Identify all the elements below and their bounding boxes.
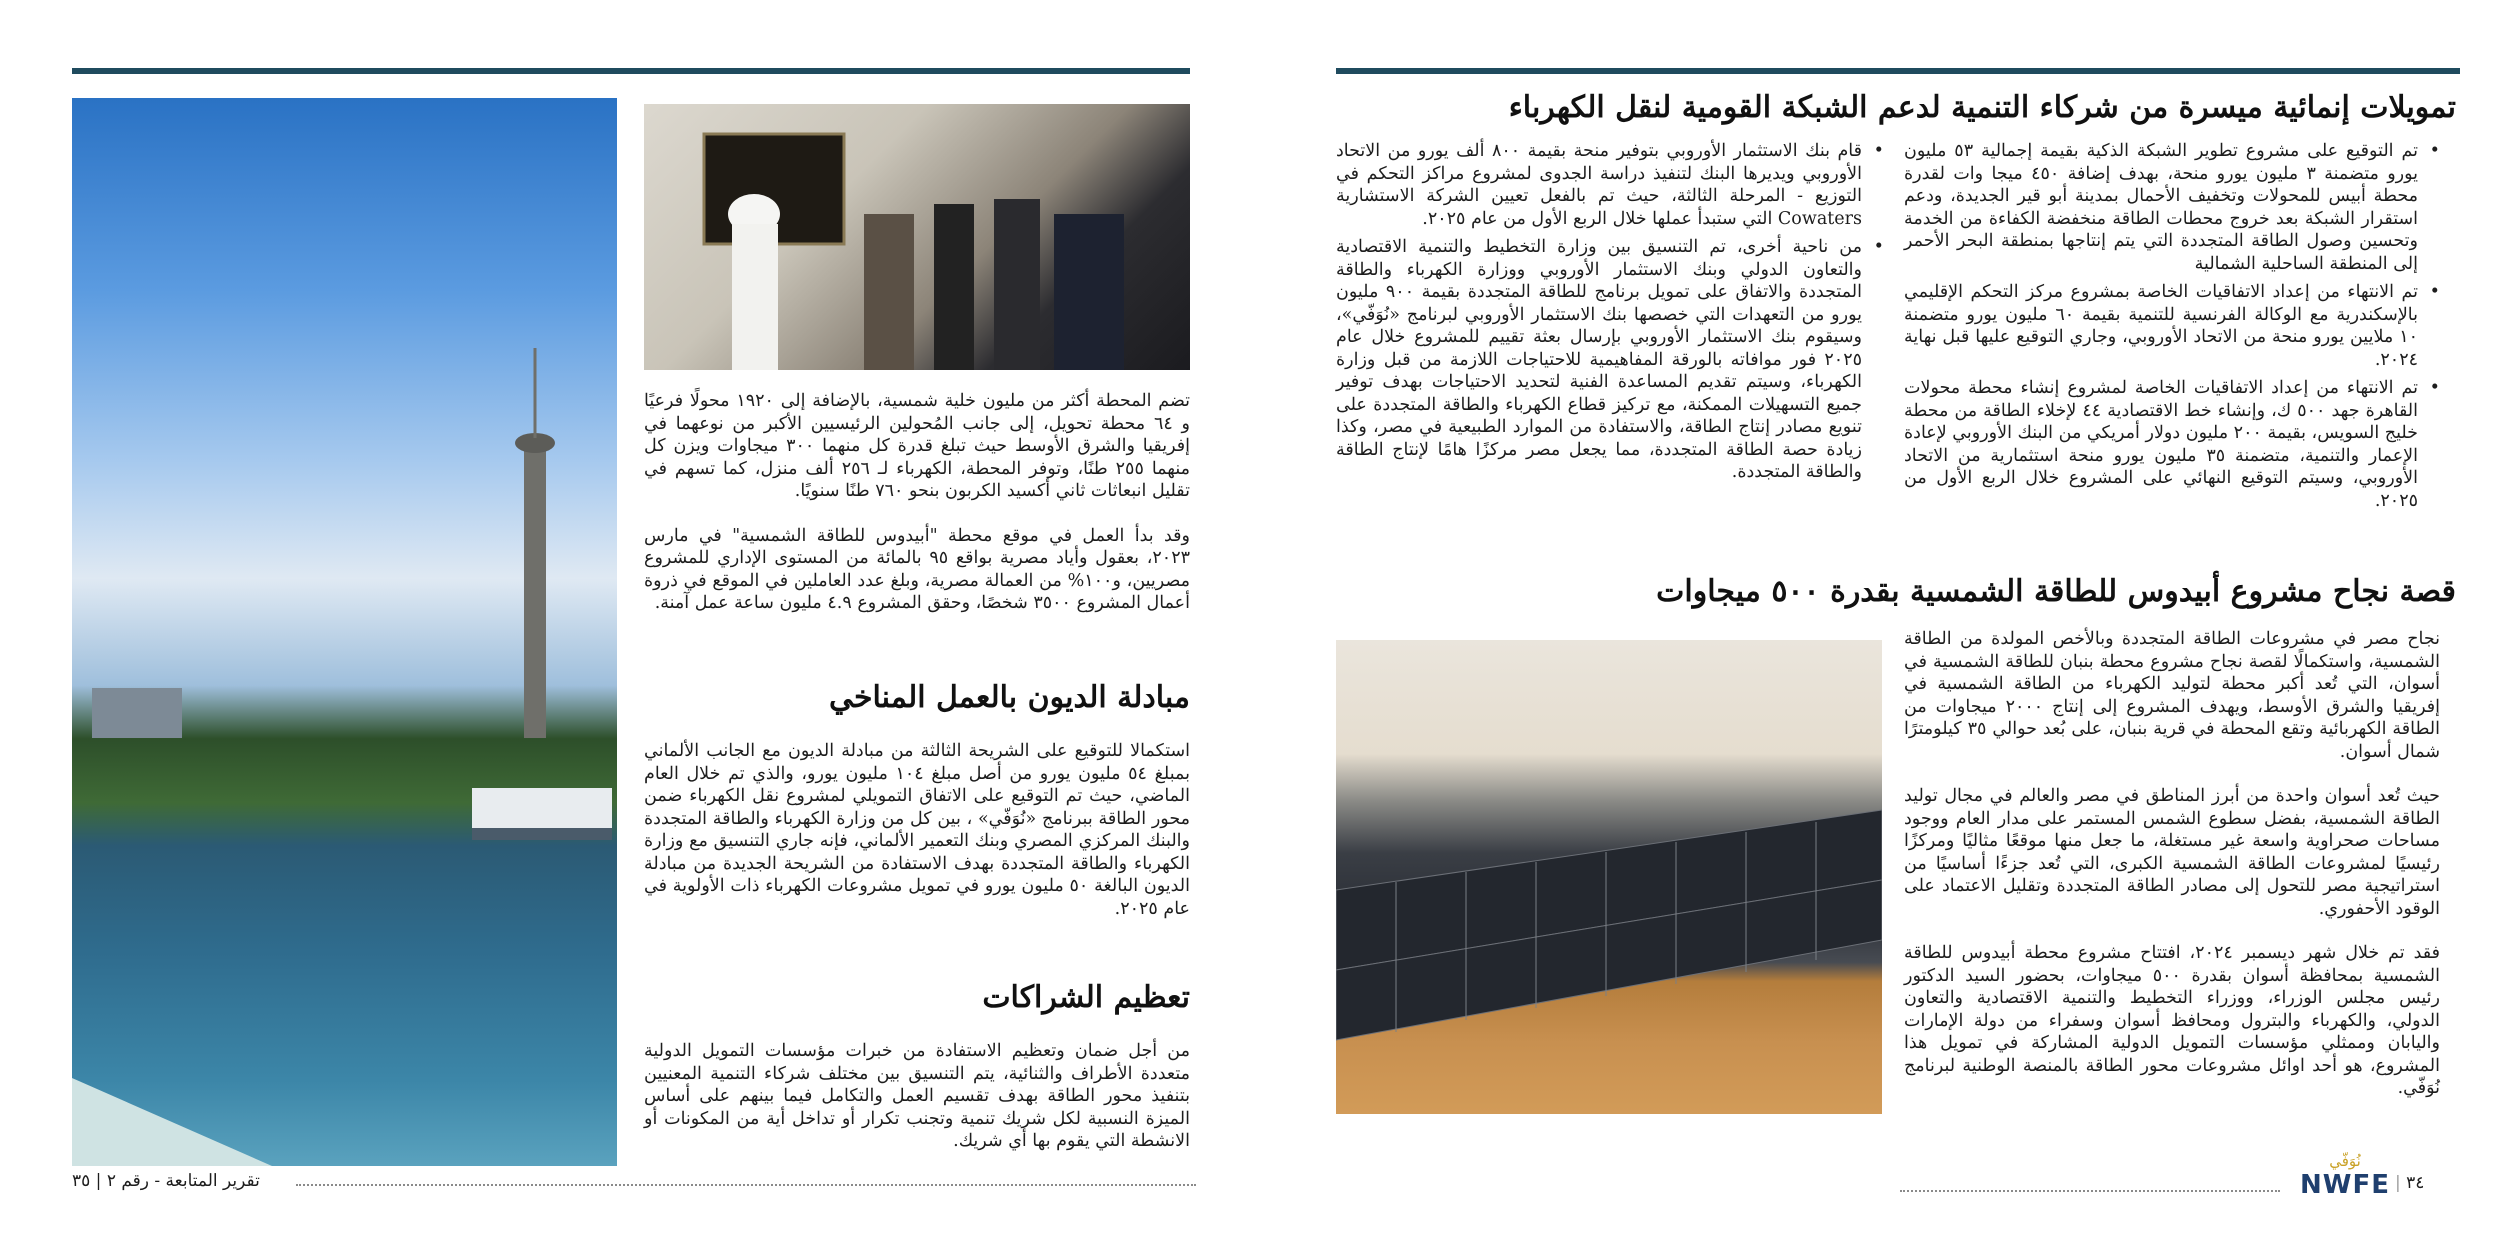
inauguration-ceremony-photo [644, 104, 1190, 370]
cairo-river-photo [72, 98, 617, 1166]
left-footer-text: تقرير المتابعة - رقم ٢ | ٣٥ [72, 1171, 260, 1191]
bullet-item: • تم التوقيع على مشروع تطوير الشبكة الذكية بقيمة إجمالية ٥٣ مليون يورو متضمنة ٣ مليون يورو منحة، بهدف إضافة ٤٥٠ ميجا وات لقدرة محطة أبيس للمحولات وتخفيف الأحمال بمدينة أبو قير الجديدة، ودعم استقرار الشبكة بعد خروج محطات الطاقة منخفضة الكفاءة من الخدمة وتحسين وصول الطاقة المتجددة التي يتم إنتاجها بمنطقة البحر الأحمر إلى المنطقة الساحلية الشمالية [1904, 140, 2440, 275]
debt-swap-heading [644, 678, 1190, 718]
partnerships-heading-text: تعظيم الشراكات [982, 980, 1190, 1015]
cairo-skyline-illustration [72, 98, 617, 1166]
main-headline [1336, 88, 2456, 128]
ceremony-illustration [644, 104, 1190, 370]
story-text-column [1904, 628, 2440, 1100]
nwfe-logo-arabic: نُوَفّي [2329, 1152, 2361, 1170]
right-page-top-bar [1336, 68, 2460, 74]
page-number-separator: | [2395, 1173, 2401, 1193]
bullet-item: • تم الانتهاء من إعداد الاتفاقيات الخاصة لمشروع إنشاء محطة محولات القاهرة جهد ٥٠٠ ك، وإنشاء خط الاقتصادية ٤٤ لإخلاء الطاقة من محطة خليج السويس، بقيمة ٢٠٠ مليون دولار أمريكي من البنك الأوروبي لإعادة الإعمار والتنمية، متضمنة ٣٥ مليون يورو منحة استثمارية من الاتحاد الأوروبي، وسيتم التوقيع النهائي على المشروع خلال الربع الأول من ٢٠٢٥. [1904, 377, 2440, 512]
bullet-item: • قام بنك الاستثمار الأوروبي بتوفير منحة بقيمة ٨٠٠ ألف يورو من الاتحاد الأوروبي ويديرها البنك لتنفيذ دراسة الجدوى لمشروع مراكز التحكم في التوزيع - المرحلة الثالثة، حيث تم بالفعل تعيين الشركة الاستشارية Cowaters التي ستبدأ عملها خلال الربع الأول من عام ٢٠٢٥. [1336, 140, 1884, 230]
debt-swap-paragraph: استكمالا للتوقيع على الشريحة الثالثة من مبادلة الديون مع الجانب الألماني بمبلغ ٥٤ مليون يورو من أصل مبلغ ١٠٤ مليون يورو، والذي تم خلال العام الماضي، حيث تم التوقيع على الاتفاق التمويلي لمشروع نقل الكهرباء ضمن محور الطاقة ببرنامج «نُوَفّي» ، بين كل من وزارة الكهرباء والطاقة المتجددة والبنك المركزي المصري وبنك التعمير الألماني، فإنه جاري التنسيق مع وزارة الكهرباء والطاقة المتجددة بهدف الاستفادة من الشريحة الجديدة من مبادلة الديون البالغة ٥٠ مليون يورو في تمويل مشروعات الكهرباء ذات الأولوية في عام ٢٠٢٥. [644, 741, 1190, 919]
nwfe-logo [2300, 1152, 2390, 1210]
debt-swap-heading-text: مبادلة الديون بالعمل المناخي [828, 680, 1190, 715]
bullets-column-left [1336, 140, 1884, 490]
partnerships-text [644, 1040, 1190, 1153]
bullets-column-right [1904, 140, 2440, 518]
left-footer-label [72, 1170, 260, 1192]
story-paragraph: حيث تُعد أسوان واحدة من أبرز المناطق في مصر والعالم في مجال توليد الطاقة الشمسية، بفضل سطوع الشمس المستمر على مدار العام ووجود مساحات صحراوية واسعة غير مستغلة، ما جعل منها موقعًا مثاليًا ومركزًا رئيسيًا لمشروعات الطاقة الشمسية الكبرى، التي تُعد جزءًا أساسيًا من استراتيجية مصر للتحول إلى مصادر الطاقة المتجددة وتقليل الاعتماد على الوقود الأحفوري. [1904, 786, 2440, 919]
story-heading [1640, 572, 2456, 612]
solar-panels-illustration [1336, 640, 1882, 1114]
right-page-number [2395, 1172, 2424, 1194]
bullet-item: • تم الانتهاء من إعداد الاتفاقيات الخاصة بمشروع مركز التحكم الإقليمي بالإسكندرية مع الوكالة الفرنسية للتنمية بقيمة ٦٠ مليون يورو متضمنة ١٠ ملايين يورو منحة من الاتحاد الأوروبي، وجاري التوقيع عليها قبل نهاية ٢٠٢٤. [1904, 281, 2440, 371]
page-number-text: ٣٤ [2406, 1173, 2425, 1193]
solar-farm-photo [1336, 640, 1882, 1114]
abydos-paragraph: تضم المحطة أكثر من مليون خلية شمسية، بالإضافة إلى ١٩٢٠ محولًا فرعيًا و ٦٤ محطة تحويل، إلى جانب المُحولين الرئيسيين الأكبر من نوعهما في إفريقيا والشرق الأوسط حيث تبلغ قدرة كل منهما ٣٠٠ ميجاوات ويزن كل منهما ٢٥٥ طنًا، وتوفر المحطة، الكهرباء لـ ٢٥٦ ألف منزل، كما تسهم في تقليل انبعاثات ثاني أكسيد الكربون بنحو ٧٦٠ طنًا سنويًا. [644, 391, 1190, 501]
debt-swap-text [644, 740, 1190, 920]
left-page-top-bar [72, 68, 1190, 74]
main-headline-text: تمويلات إنمائية ميسرة من شركاء التنمية لدعم الشبكة القومية لنقل الكهرباء [1508, 90, 2456, 125]
story-paragraph: نجاح مصر في مشروعات الطاقة المتجددة وبالأخص المولدة من الطاقة الشمسية، واستكمالًا لقصة نجاح مشروع محطة بنبان للطاقة الشمسية في أسوان، التي تُعد أكبر محطة لتوليد الكهرباء من الطاقة الشمسية في إفريقيا والشرق الأوسط، ويهدف المشروع إلى إنتاج ٢٠٠٠ ميجاوات من الطاقة الكهربائية وتقع المحطة في قرية بنبان، على بُعد حوالي ٣٥ كيلومترًا شمال أسوان. [1904, 629, 2440, 762]
abydos-details-text [644, 390, 1190, 615]
story-heading-text: قصة نجاح مشروع أبيدوس للطاقة الشمسية بقدرة ٥٠٠ ميجاوات [1656, 574, 2456, 609]
right-footer-rule [1900, 1190, 2280, 1192]
partnerships-heading [644, 978, 1190, 1018]
abydos-paragraph: وقد بدأ العمل في موقع محطة "أبيدوس للطاقة الشمسية" في مارس ٢٠٢٣، بعقول وأياد مصرية بواقع ٩٥ بالمائة من المستوى الإداري للمشروع مصريين، و١٠٠% من العمالة مصرية، وبلغ عدد العاملين في الموقع في ذروة أعمال المشروع ٣٥٠٠ شخصًا، وحقق المشروع ٤.٩ مليون ساعة عمل آمنة. [644, 525, 1190, 613]
story-paragraph: فقد تم خلال شهر ديسمبر ٢٠٢٤، افتتاح مشروع محطة أبيدوس للطاقة الشمسية بمحافظة أسوان بقدرة ٥٠٠ ميجاوات، بحضور السيد الدكتور رئيس مجلس الوزراء، ووزراء التخطيط والتنمية الاقتصادية والتعاون الدولي، والكهرباء والبترول ومحافظ أسوان وسفراء من دولة الإمارات واليابان وممثلي مؤسسات التمويل الدولية المشاركة في تمويل هذا المشروع، هو أحد اوائل مشروعات محور الطاقة بالمنصة الوطنية لبرنامج نُوَفّي. [1904, 943, 2440, 1098]
left-footer-rule [296, 1184, 1196, 1186]
nwfe-logo-text: NWFE [2300, 1170, 2390, 1200]
bullet-item: • من ناحية أخرى، تم التنسيق بين وزارة التخطيط والتنمية الاقتصادية والتعاون الدولي وبنك الاستثمار الأوروبي ووزارة الكهرباء والطاقة المتجددة والاتفاق على تمويل برنامج للطاقة المتجددة بقيمة ٩٠٠ مليون يورو من التعهدات التي خصصها بنك الاستثمار الأوروبي لبرنامج «نُوَفّي»، وسيقوم بنك الاستثمار الأوروبي بإرسال بعثة تقييم للمشروع خلال عام ٢٠٢٥ فور موافاته بالورقة المفاهيمية للاحتياجات اللازمة من قبل وزارة الكهرباء، وسيتم تقديم المساعدة الفنية لتحديد الاحتياجات بهدف توفير جميع التسهيلات الممكنة، مع تركيز قطاع الكهرباء والطاقة المتجددة على تنويع مصادر إنتاج الطاقة، والاستفادة من الموارد الطبيعية في مصر، وكذا زيادة حصة الطاقة المتجددة، مما يجعل مصر مركزًا هامًا لإنتاج الطاقة والطاقة المتجددة. [1336, 236, 1884, 484]
partnerships-paragraph: من أجل ضمان وتعظيم الاستفادة من خبرات مؤسسات التمويل الدولية متعددة الأطراف والثنائية، يتم التنسيق بين مختلف شركاء التنمية المعنيين بتنفيذ محور الطاقة بهدف تقسيم العمل والتكامل فيما بينهم على أساس الميزة النسبية لكل شريك تنمية وتجنب تكرار أو تداخل أية من المكونات أو الانشطة التي يقوم بها أي شريك. [644, 1041, 1190, 1151]
